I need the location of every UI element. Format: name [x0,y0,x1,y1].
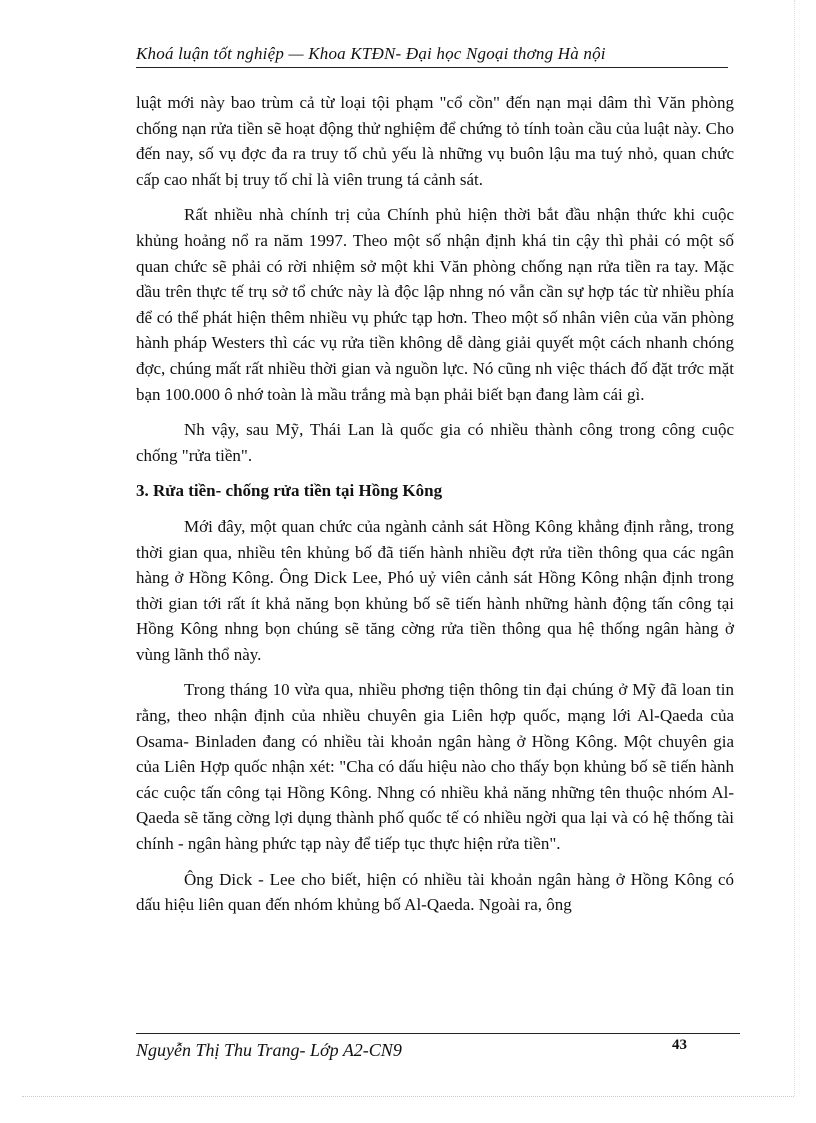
paragraph: Ông Dick - Lee cho biết, hiện có nhiều tài khoản ngân hàng ở Hồng Kông có dấu hiệu liên quan đến nhóm khủng bố Al-Qaeda. Ngoài ra, ông [136,869,734,915]
paragraph: Trong tháng 10 vừa qua, nhiều phơng tiện thông tin đại chúng ở Mỹ đã loan tin rằng, theo nhận định của nhiều chuyên gia Liên hợp quốc, mạng lới Al-Qaeda của Osama- Binladen đang có nhiều tài khoản ngân hàng ở Hồng Kông. Một chuyên gia của Liên Hợp quốc nhận xét: "Cha có dấu hiệu nào cho thấy bọn khủng bố sẽ tiến hành các cuộc tấn công tại Hồng Kông. Nhng có nhiều khả năng những tên thuộc nhóm Al-Qaeda sẽ tăng cờng lợi dụng thành phố quốc tế có nhiều ngời qua lại và có hệ thống tài chính - ngân hàng phức tạp này để tiếp tục thực hiện rửa tiền". [136,680,734,854]
running-header: Khoá luận tốt nghiệp — Khoa KTĐN- Đại học Ngoại thơng Hà nội [136,44,728,68]
paragraph: Rất nhiều nhà chính trị của Chính phủ hiện thời bắt đầu nhận thức khi cuộc khủng hoảng nổ ra năm 1997. Theo một số nhận định khá tin cậy thì phải có một số quan chức sẽ phải có rời nhiệm sở một khi Văn phòng chống nạn rửa tiền ra tay. Mặc dầu trên thực tế trụ sở tổ chức này là độc lập nhng nó vẫn cần sự hợp tác từ nhiều phía để có thể phát hiện thêm nhiều vụ phức tạp hơn. Theo một số nhân viên của văn phòng hành pháp Westers thì các vụ rửa tiền không dễ dàng giải quyết một cách nhanh chóng đợc, chúng mất rất nhiều thời gian và nguồn lực. Nó cũng nh việc thách đố đặt trớc mặt bạn 100.000 ô nhớ toàn là mầu trắng mà bạn phải biết bạn đang làm cái gì. [136,205,734,404]
footer-author: Nguyễn Thị Thu Trang- Lớp A2-CN9 [136,1040,402,1060]
page-edge-right [794,0,795,1096]
page-number: 43 [672,1037,687,1053]
footer-divider [136,1033,740,1034]
paragraph: Mới đây, một quan chức của ngành cảnh sát Hồng Kông khẳng định rằng, trong thời gian qua, nhiều tên khủng bố đã tiến hành nhiều đợt rửa tiền thông qua các ngân hàng ở Hồng Kông. Ông Dick Lee, Phó uỷ viên cảnh sát Hồng Kông nhận định trong thời gian tới rất ít khả năng bọn khủng bố sẽ tiến hành những hành động tấn công tại Hồng Kông nhng bọn chúng sẽ tăng cờng rửa tiền thông qua hệ thống ngân hàng ở vùng lãnh thổ này. [136,516,734,664]
body-text [136,90,734,928]
paragraph-continuation: luật mới này bao trùm cả từ loại tội phạm "cổ cồn" đến nạn mại dâm thì Văn phòng chống nạn rửa tiền sẽ hoạt động thử nghiệm để chứng tỏ tính toàn cầu của luật này. Cho đến nay, số vụ đợc đa ra truy tố chủ yếu là những vụ buôn lậu ma tuý nhỏ, quan chức cấp cao nhất bị truy tố chỉ là viên trung tá cảnh sát. [136,93,734,189]
section-heading: 3. Rửa tiền- chống rửa tiền tại Hồng Kông [136,481,443,501]
page-edge-bottom [22,1096,794,1097]
paragraph: Nh vậy, sau Mỹ, Thái Lan là quốc gia có nhiều thành công trong công cuộc chống "rửa tiền". [136,420,734,465]
